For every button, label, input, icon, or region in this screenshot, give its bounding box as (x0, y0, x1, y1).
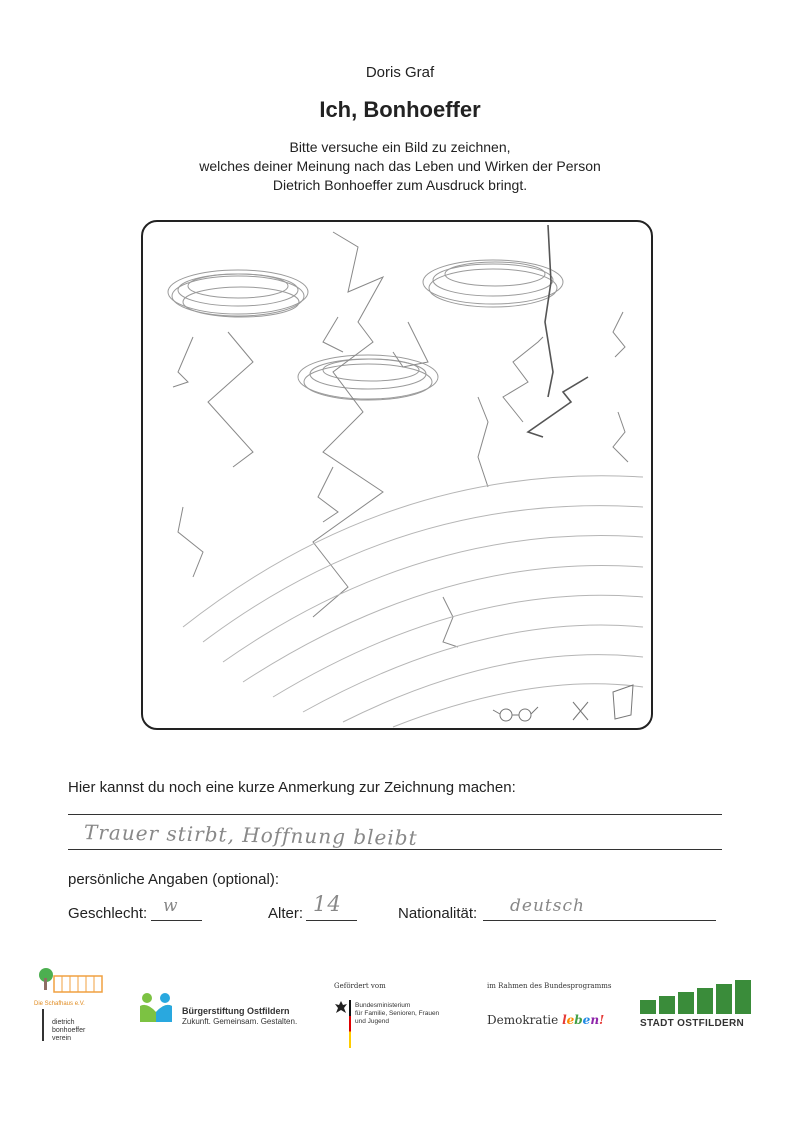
stadt-bar-2 (659, 996, 675, 1014)
cloud-right (423, 260, 563, 307)
stadt-bar-4 (697, 988, 713, 1014)
age-value: 14 (313, 892, 342, 916)
schafhaus-logo (34, 966, 124, 1046)
eagle-icon (334, 1000, 348, 1014)
bonhoeffer-bar (42, 1009, 44, 1041)
stadt-bar-5 (716, 984, 732, 1014)
bv-line-1: dietrich (52, 1019, 75, 1026)
leben-word (562, 1013, 604, 1027)
cloud-center (298, 355, 438, 400)
instruction-line-2: welches deiner Meinung nach das Leben und Wirken der Person (199, 158, 601, 174)
leben-letter: e (582, 1013, 591, 1027)
nationality-line (483, 920, 716, 921)
drawing-area (141, 220, 653, 730)
remark-prompt: Hier kannst du noch eine kurze Anmerkung zur Zeichnung machen: (68, 779, 516, 796)
page-title: Ich, Bonhoeffer (319, 97, 481, 122)
stadt-name: STADT OSTFILDERN (640, 1018, 745, 1029)
leben-letter: l (562, 1013, 567, 1027)
stadt-bar-3 (678, 992, 694, 1014)
gefoerdert-text: Gefördert vom (334, 982, 386, 990)
gender-line (151, 920, 202, 921)
gender-value: w (163, 896, 179, 916)
schafhaus-text: Die Schafhaus e.V. (34, 1001, 85, 1007)
bv-line-2: bonhoeffer (52, 1027, 86, 1034)
nationality-label: Nationalität: (398, 905, 478, 922)
ministry-line-1: Bundesministerium (355, 1002, 411, 1009)
buergerstiftung-slogan: Zukunft. Gemeinsam. Gestalten. (182, 1017, 298, 1026)
stadt-bar-1 (640, 1000, 656, 1014)
personal-info-label: persönliche Angaben (optional): (68, 871, 279, 888)
buergerstiftung-logo (138, 992, 308, 1028)
german-flag-bar (349, 1000, 351, 1048)
field-lines (183, 476, 643, 727)
ministry-name (355, 1002, 439, 1026)
demokratie-leben-logo (487, 982, 617, 1032)
leben-letter: b (574, 1013, 583, 1027)
demokratie-word: Demokratie (487, 1013, 559, 1027)
ministry-logo (334, 982, 454, 1052)
ministry-line-3: und Jugend (355, 1018, 389, 1025)
instruction-line-1: Bitte versuche ein Bild zu zeichnen, (289, 139, 511, 155)
pencil-drawing (143, 222, 651, 728)
bv-line-3: verein (52, 1035, 72, 1042)
bonhoeffer-verein-text (52, 1019, 85, 1043)
stadt-bar-6 (735, 980, 751, 1014)
nationality-value: deutsch (510, 896, 585, 916)
glasses-and-cross (493, 685, 633, 721)
stadt-ostfildern-logo (640, 980, 760, 1030)
gender-label: Geschlecht: (68, 905, 148, 922)
instruction-line-3: Dietrich Bonhoeffer zum Ausdruck bringt. (272, 177, 528, 193)
leben-letter: n (590, 1013, 600, 1027)
cloud-left (168, 270, 308, 317)
ministry-line-2: für Familie, Senioren, Frauen (355, 1010, 440, 1017)
demokratie-text (487, 1013, 604, 1027)
dark-lightning (528, 225, 588, 437)
schafhaus-mark (34, 966, 104, 996)
remark-line-1 (68, 814, 722, 815)
age-line (306, 920, 357, 921)
leben-letter: e (566, 1013, 575, 1027)
im-rahmen-text: im Rahmen des Bundesprogramms (487, 982, 612, 990)
buergerstiftung-name: Bürgerstiftung Ostfildern (182, 1006, 290, 1016)
author-name: Doris Graf (365, 64, 435, 81)
buergerstiftung-icon (138, 992, 176, 1024)
age-label: Alter: (268, 905, 304, 922)
leben-letter: ! (599, 1013, 605, 1027)
remark-handwriting: Trauer stirbt, Hoffnung bleibt (83, 820, 418, 850)
